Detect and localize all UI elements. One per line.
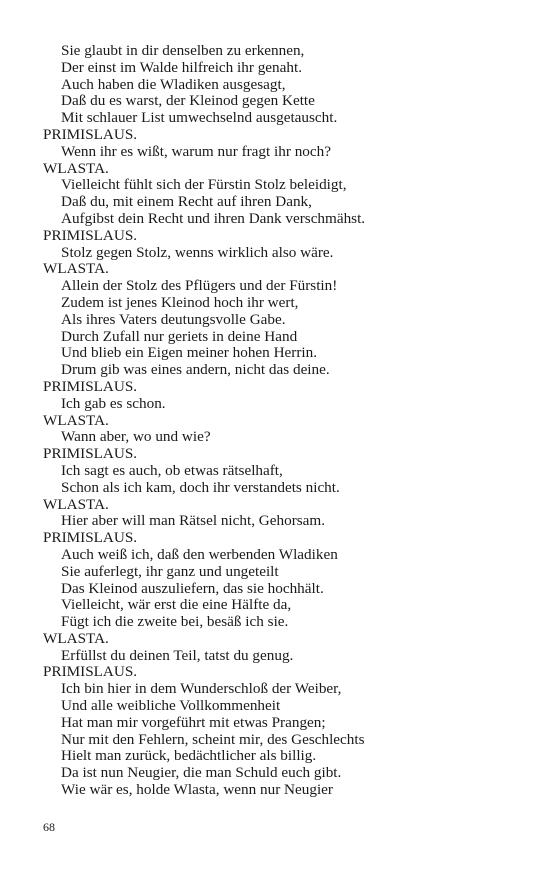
verse-line: Drum gib was eines andern, nicht das deine. xyxy=(61,361,330,379)
verse-line: Sie auferlegt, ihr ganz und ungeteilt xyxy=(61,562,279,580)
speaker-name: WLASTA. xyxy=(43,495,109,513)
verse-line: Wenn ihr es wißt, warum nur fragt ihr noch? xyxy=(61,142,331,160)
speaker-name: WLASTA. xyxy=(43,411,109,429)
speaker-name: WLASTA. xyxy=(43,629,109,647)
verse-line: Durch Zufall nur geriets in deine Hand xyxy=(61,327,298,345)
verse-line: Vielleicht fühlt sich der Fürstin Stolz beleidigt, xyxy=(61,176,347,194)
speaker-name: PRIMISLAUS. xyxy=(43,663,138,681)
verse-line: Auch haben die Wladiken ausgesagt, xyxy=(61,75,286,93)
verse-line: Mit schlauer List umwechselnd ausgetauscht. xyxy=(61,109,338,127)
verse-line: Zudem ist jenes Kleinod hoch ihr wert, xyxy=(61,293,299,311)
verse-line: Als ihres Vaters deutungsvolle Gabe. xyxy=(61,310,286,328)
verse-line: Wie wär es, holde Wlasta, wenn nur Neugier xyxy=(61,781,333,799)
verse-line: Wann aber, wo und wie? xyxy=(61,428,211,446)
verse-line: Daß du, mit einem Recht auf ihren Dank, xyxy=(61,193,312,211)
verse-line: Ich gab es schon. xyxy=(61,394,166,412)
verse-line: Ich sagt es auch, ob etwas rätselhaft, xyxy=(61,461,283,479)
speaker-name: PRIMISLAUS. xyxy=(43,529,138,547)
verse-line: Da ist nun Neugier, die man Schuld euch gibt. xyxy=(61,764,342,782)
verse-line: Vielleicht, wär erst die eine Hälfte da, xyxy=(61,596,292,614)
verse-line: Stolz gegen Stolz, wenns wirklich also wäre. xyxy=(61,243,334,261)
verse-line: Allein der Stolz des Pflügers und der Fürstin! xyxy=(61,277,338,295)
speaker-name: PRIMISLAUS. xyxy=(43,226,138,244)
verse-line: Das Kleinod auszuliefern, das sie hochhält. xyxy=(61,579,324,597)
verse-line: Nur mit den Fehlern, scheint mir, des Geschlechts xyxy=(61,730,365,748)
speaker-name: WLASTA. xyxy=(43,159,109,177)
verse-line: Auch weiß ich, daß den werbenden Wladiken xyxy=(61,545,338,563)
verse-line: Und alle weibliche Vollkommenheit xyxy=(61,697,281,715)
verse-line: Sie glaubt in dir denselben zu erkennen, xyxy=(61,42,305,59)
verse-line: Aufgibst dein Recht und ihren Dank verschmähst. xyxy=(61,209,366,227)
verse-line: Hat man mir vorgeführt mit etwas Prangen; xyxy=(61,713,326,731)
verse-line: Und blieb ein Eigen meiner hohen Herrin. xyxy=(61,344,317,362)
verse-line: Schon als ich kam, doch ihr verstandets nicht. xyxy=(61,478,340,496)
speaker-name: WLASTA. xyxy=(43,260,109,278)
page-number: 68 xyxy=(43,820,55,834)
verse-line: Erfüllst du deinen Teil, tatst du genug. xyxy=(61,646,294,664)
verse-line: Fügt ich die zweite bei, besäß ich sie. xyxy=(61,613,289,631)
play-text xyxy=(0,43,550,799)
verse-line: Ich bin hier in dem Wunderschloß der Weiber, xyxy=(61,680,342,698)
speaker-name: PRIMISLAUS. xyxy=(43,125,138,143)
verse-line: Daß du es warst, der Kleinod gegen Kette xyxy=(61,92,315,110)
verse-line: Hielt man zurück, bedächtlicher als billig. xyxy=(61,747,317,765)
speaker-name: PRIMISLAUS. xyxy=(43,377,138,395)
speaker-name: PRIMISLAUS. xyxy=(43,445,138,463)
verse-line: Der einst im Walde hilfreich ihr genaht. xyxy=(61,58,302,76)
verse-line: Hier aber will man Rätsel nicht, Gehorsam. xyxy=(61,512,326,530)
